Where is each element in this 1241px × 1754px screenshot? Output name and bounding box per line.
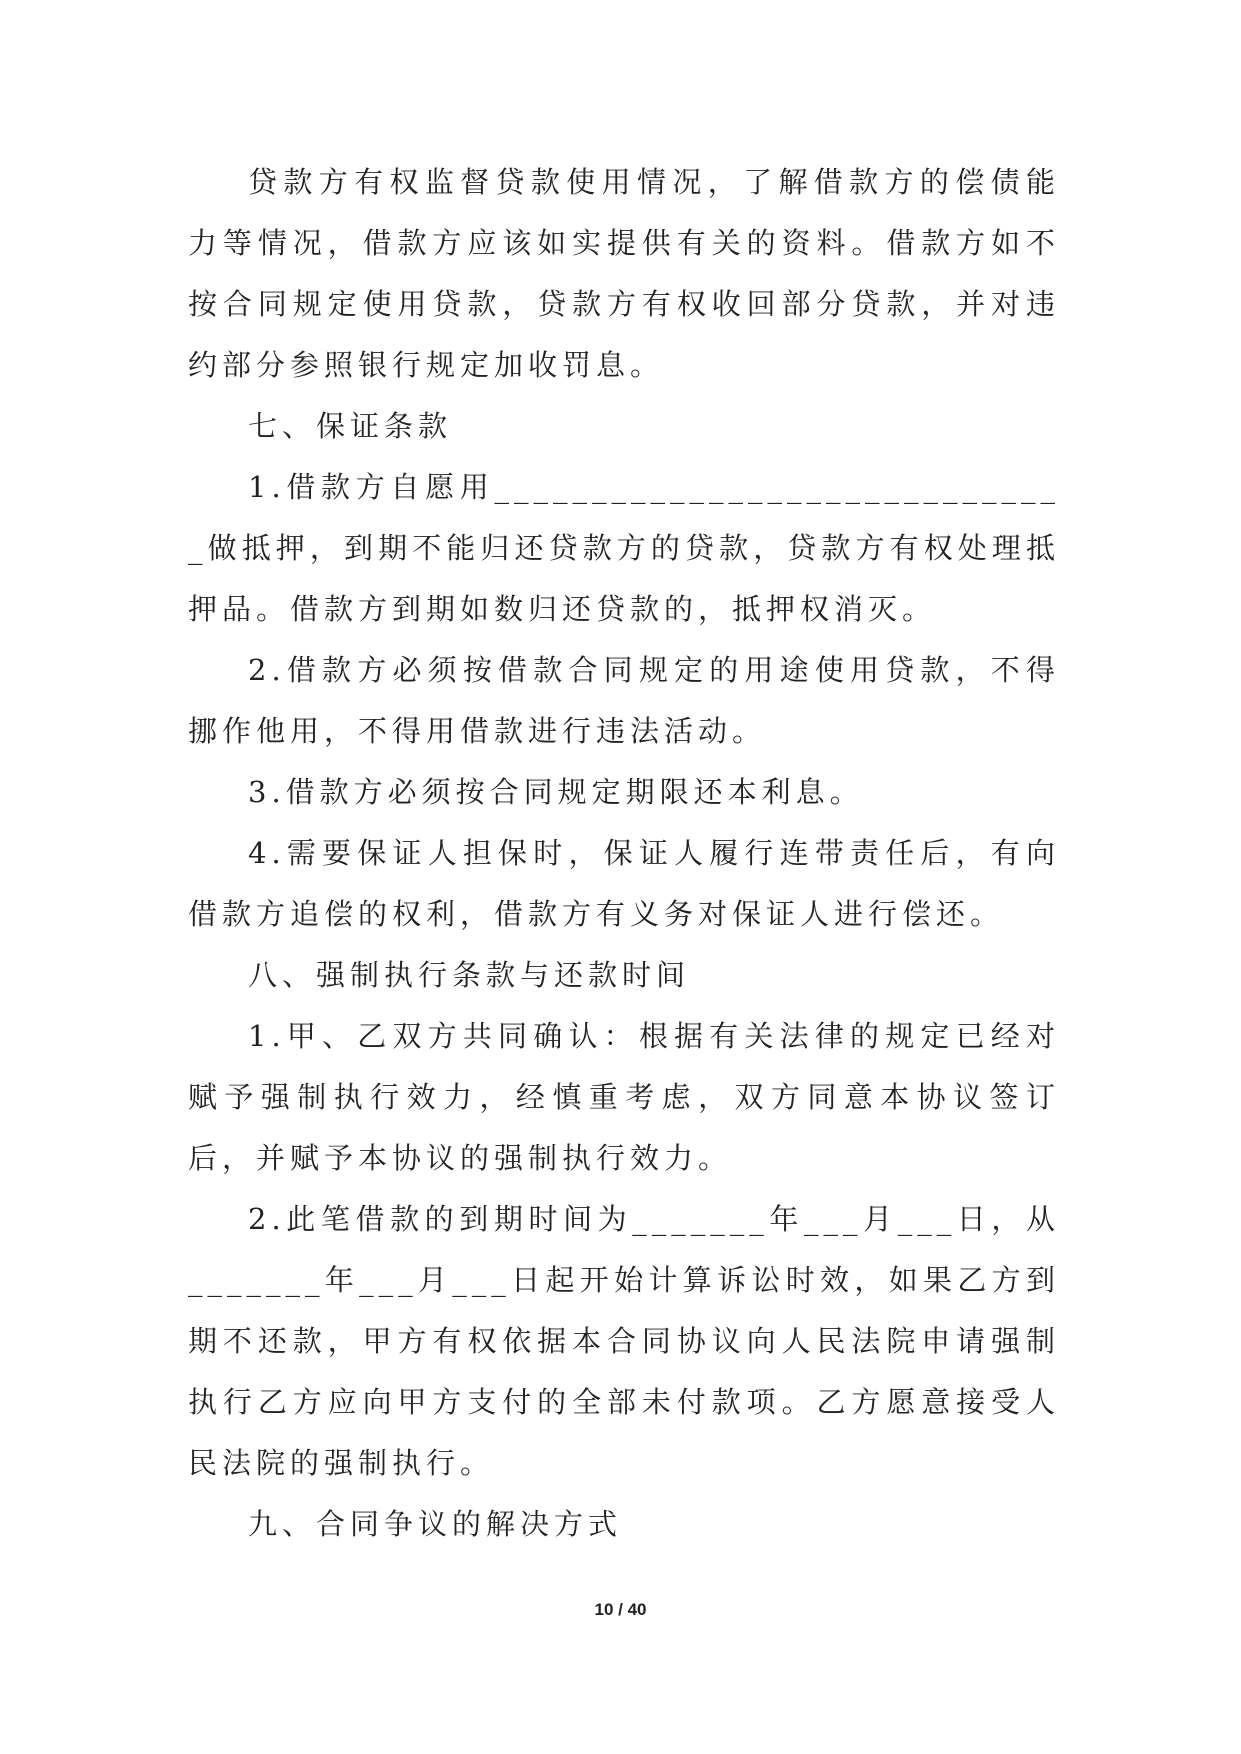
- paragraph-loan-supervision: 贷款方有权监督贷款使用情况，了解借款方的偿债能力等情况，借款方应该如实提供有关的资料。借款方如不按合同规定使用贷款，贷款方有权收回部分贷款，并对违约部分参照银行规定加收罚息。: [188, 165, 1060, 382]
- paragraph-enforcement-1: 1.甲、乙双方共同确认：根据有关法律的规定已经对赋予强制执行效力，经慎重考虑，双方同意本协议签订后，并赋予本协议的强制执行效力。: [188, 1019, 1060, 1175]
- paragraph-enforcement-2: 2.此笔借款的到期时间为_______年___月___日，从_______年___月___日起开始计算诉讼时效，如果乙方到期不还款，甲方有权依据本合同协议向人民法院申请强制执行乙方应向甲方支付的全部未付款项。乙方愿意接受人民法院的强制执行。: [188, 1202, 1060, 1480]
- page-number: 10 / 40: [594, 1600, 647, 1619]
- section-heading-enforcement: 八、强制执行条款与还款时间: [248, 958, 691, 992]
- paragraph-guarantee-1: 1.借款方自愿用______________________________做抵押，到期不能归还贷款方的贷款，贷款方有权处理抵押品。借款方到期如数归还贷款的，抵押权消灭。: [188, 470, 1060, 626]
- section-heading-guarantee: 七、保证条款: [248, 409, 453, 443]
- section-heading-dispute: 九、合同争议的解决方式: [248, 1507, 623, 1541]
- document-body: [188, 152, 1060, 1555]
- paragraph-guarantee-2: 2.借款方必须按借款合同规定的用途使用贷款，不得挪作他用，不得用借款进行违法活动。: [188, 653, 1060, 748]
- paragraph-guarantee-4: 4.需要保证人担保时，保证人履行连带责任后，有向借款方追偿的权利，借款方有义务对保证人进行偿还。: [188, 836, 1060, 931]
- paragraph-guarantee-3: 3.借款方必须按合同规定期限还本利息。: [248, 775, 864, 809]
